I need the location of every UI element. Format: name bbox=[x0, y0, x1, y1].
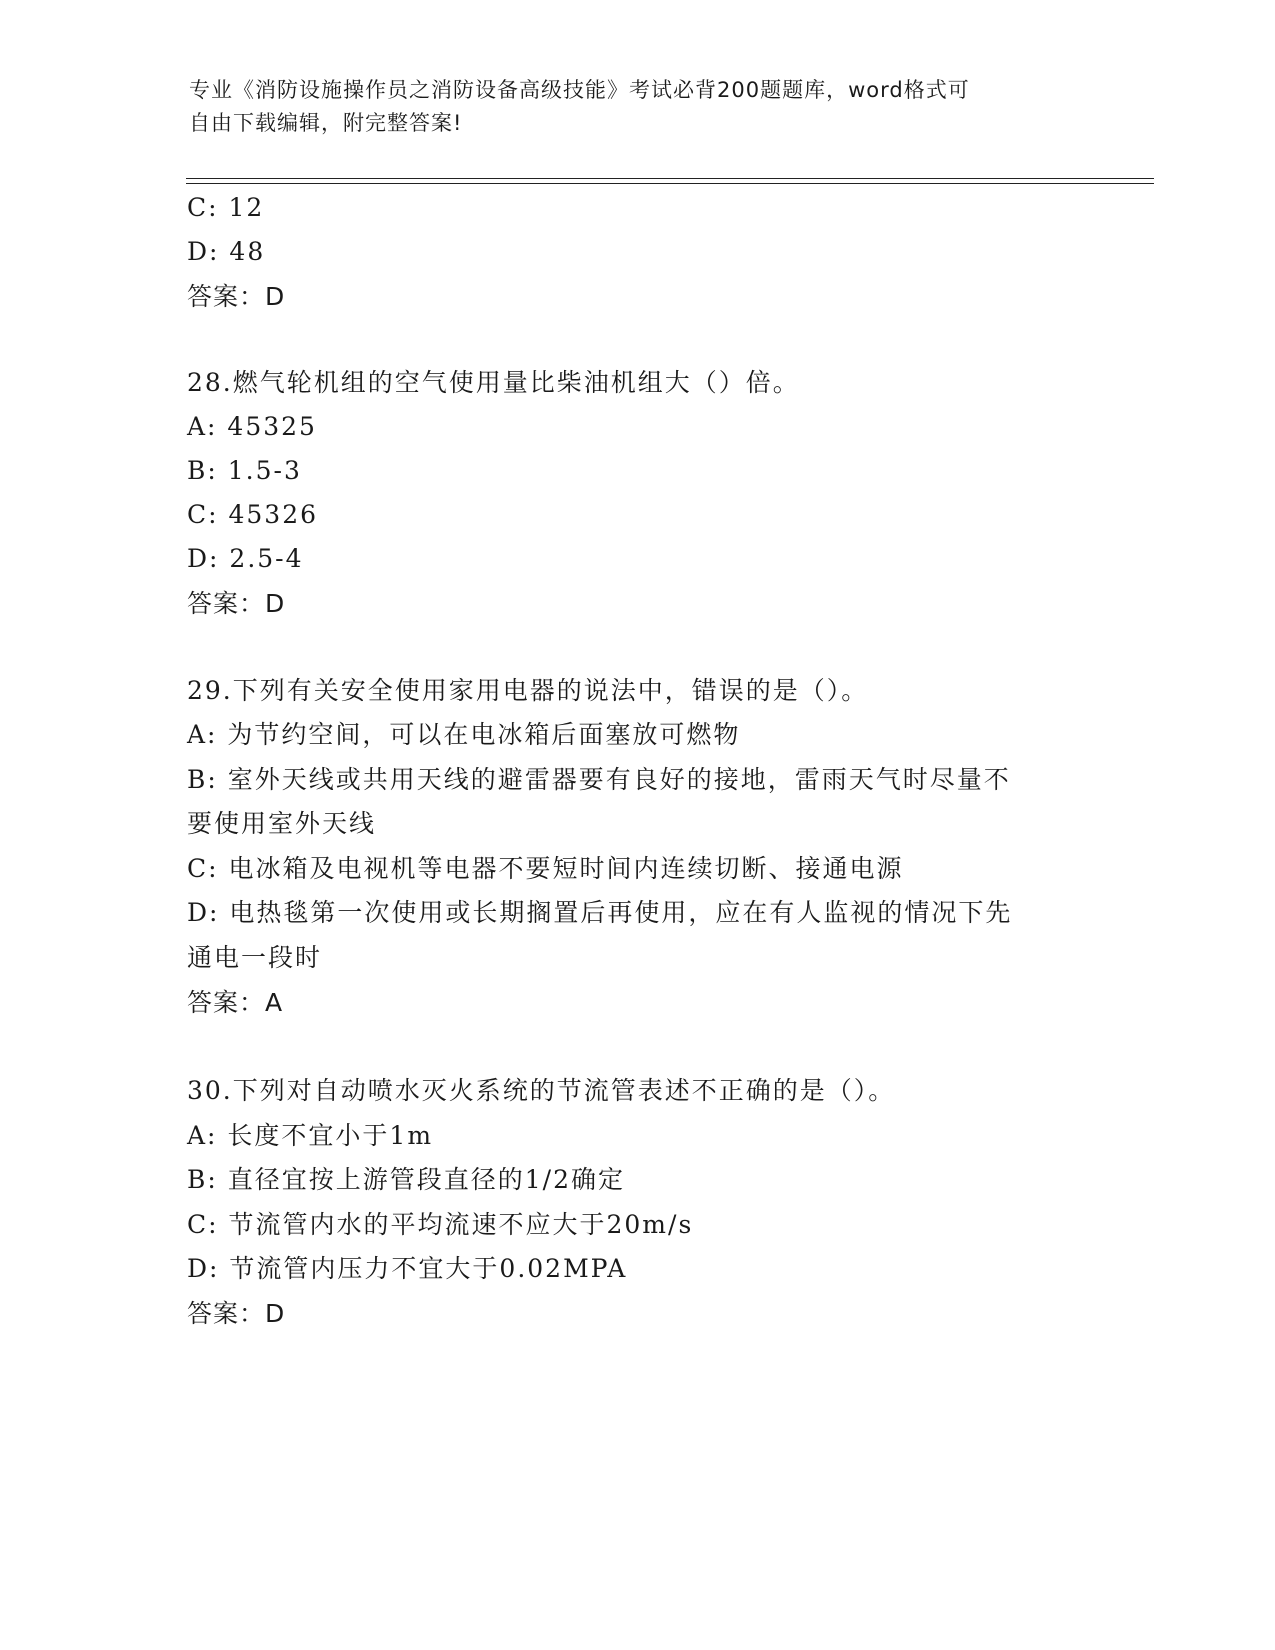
q29-option-c: C: 电冰箱及电视机等电器不要短时间内连续切断、接通电源 bbox=[187, 854, 904, 883]
q30-option-d: D: 节流管内压力不宜大于0.02MPA bbox=[187, 1254, 628, 1283]
q29-option-d-line-2: 通电一段时 bbox=[187, 943, 323, 972]
q28-option-b: B: 1.5-3 bbox=[187, 456, 302, 485]
header-line-2: 自由下载编辑，附完整答案! bbox=[189, 111, 463, 135]
prev-answer: 答案：D bbox=[187, 282, 286, 311]
q29-stem: 29.下列有关安全使用家用电器的说法中，错误的是（）。 bbox=[187, 676, 869, 705]
q29-option-b-line-1: B: 室外天线或共用天线的避雷器要有良好的接地，雷雨天气时尽量不 bbox=[187, 765, 1011, 794]
q28-option-a: A: 45325 bbox=[187, 412, 317, 441]
header-rule-top bbox=[186, 178, 1154, 179]
q30-option-b: B: 直径宜按上游管段直径的1/2确定 bbox=[187, 1165, 625, 1194]
q30-stem: 30.下列对自动喷水灭火系统的节流管表述不正确的是（）。 bbox=[187, 1076, 896, 1105]
q30-option-c: C: 节流管内水的平均流速不应大于20m/s bbox=[187, 1210, 694, 1239]
q28-option-c: C: 45326 bbox=[187, 500, 319, 529]
header-rule-bottom bbox=[186, 183, 1154, 184]
q29-answer: 答案：A bbox=[187, 988, 284, 1017]
q30-option-a: A: 长度不宜小于1m bbox=[187, 1121, 434, 1150]
header-line-1: 专业《消防设施操作员之消防设备高级技能》考试必背200题题库，word格式可 bbox=[189, 78, 970, 102]
q29-option-d-line-1: D: 电热毯第一次使用或长期搁置后再使用，应在有人监视的情况下先 bbox=[187, 898, 1013, 927]
q28-answer: 答案：D bbox=[187, 589, 286, 618]
q28-option-d: D: 2.5-4 bbox=[187, 544, 304, 573]
document-header bbox=[189, 74, 1089, 140]
q30-answer: 答案：D bbox=[187, 1299, 286, 1328]
q29-option-b-line-2: 要使用室外天线 bbox=[187, 809, 377, 838]
prev-option-c: C: 12 bbox=[187, 193, 265, 222]
prev-option-d: D: 48 bbox=[187, 237, 266, 266]
q28-stem: 28.燃气轮机组的空气使用量比柴油机组大（）倍。 bbox=[187, 368, 800, 397]
q29-option-a: A: 为节约空间，可以在电冰箱后面塞放可燃物 bbox=[187, 720, 741, 749]
